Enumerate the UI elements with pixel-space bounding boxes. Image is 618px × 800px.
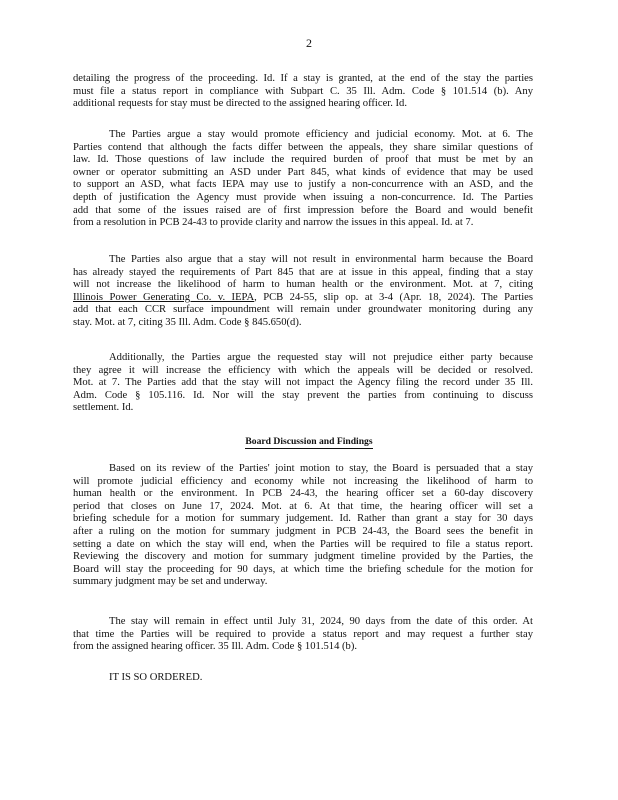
text-line: detailing the progress of the proceeding. Id. If a stay is granted, at the end of the stay the parties bbox=[73, 73, 533, 84]
text-line: Adm. Code § 105.116. Id. Nor will the stay prevent the parties from continuing to discuss bbox=[73, 389, 533, 401]
paragraph-environmental-harm bbox=[73, 254, 533, 330]
text-line: must file a status report in compliance with Subpart C. 35 Ill. Adm. Code § 101.514 (b). Any bbox=[73, 85, 533, 97]
text-line: Additionally, the Parties argue the requested stay will not prejudice either party because bbox=[109, 352, 533, 363]
text-line: period that closes on June 17, 2024. Mot. at 6. At that time, the hearing officer will set a bbox=[73, 500, 533, 512]
paragraph-no-prejudice bbox=[73, 352, 533, 415]
text-line: has already stayed the requirements of Part 845 that are at issue in this appeal, finding that a stay bbox=[73, 266, 533, 278]
text-line: to support an ASD, what facts IEPA may use to justify a non-concurrence with an ASD, and the bbox=[73, 179, 533, 191]
text-line: will promote judicial efficiency and economy while not increasing the likelihood of harm to bbox=[73, 475, 533, 487]
text-line: they agree it will increase the efficiency with which the appeals will be decided or resolved. bbox=[73, 364, 533, 376]
text-line: stay. Mot. at 7, citing 35 Ill. Adm. Code § 845.650(d). bbox=[73, 316, 302, 328]
paragraph-stay-duration bbox=[73, 616, 533, 654]
text-line: add that each CCR surface impoundment will remain under groundwater monitoring during any bbox=[73, 304, 533, 316]
paragraph-efficiency-argument bbox=[73, 129, 533, 230]
text-line: law. Id. Those questions of law include the required burden of proof that must be met by an bbox=[73, 154, 533, 166]
text-line: settlement. Id. bbox=[73, 402, 134, 414]
section-heading: Board Discussion and Findings bbox=[245, 436, 373, 447]
case-name: Illinois Power Generating Co. v. IEPA bbox=[73, 291, 255, 303]
text-line: will not increase the likelihood of harm to human health or the environment. Mot. at 7, citing bbox=[73, 279, 533, 291]
text-line: from a resolution in PCB 24-43 to provide clarity and narrow the issues in this appeal. Id. at 7. bbox=[73, 217, 474, 229]
text-line: summary judgment may be set and underway. bbox=[73, 576, 268, 588]
text-line: owner or operator submitting an ASD under Part 845, what kinds of evidence that may be used bbox=[73, 166, 533, 178]
text-line: The stay will remain in effect until July 31, 2024, 90 days from the date of this order. At bbox=[109, 616, 533, 627]
text-line: after a ruling on the motion for summary judgment in PCB 24-43, the Board sees the benefit in bbox=[73, 525, 533, 537]
text-line: additional requests for stay must be directed to the assigned hearing officer. Id. bbox=[73, 98, 407, 110]
case-citation-line: Illinois Power Generating Co. v. IEPA, PCB 24-55, slip op. at 3-4 (Apr. 18, 2024). The Parties bbox=[73, 291, 533, 303]
text-line: depth of justification the Agency must provide when issuing a non-concurrence. Id. The Parties bbox=[73, 191, 533, 203]
page-number: 2 bbox=[306, 36, 312, 50]
text-line: human health or the environment. In PCB 24-43, the hearing officer set a 60-day discovery bbox=[73, 488, 533, 500]
text-line: Parties contend that although the facts differ between the appeals, they share similar questions of bbox=[73, 141, 533, 153]
paragraph-board-findings bbox=[73, 463, 533, 589]
text-line: The Parties also argue that a stay will not result in environmental harm because the Board bbox=[109, 254, 533, 265]
text-line: Board will stay the proceeding for 90 days, at which time the briefing schedule for the motion for bbox=[73, 563, 533, 575]
text-line: that time the Parties will be required to provide a status report and may request a further stay bbox=[73, 628, 533, 640]
text-line: Based on its review of the Parties' joint motion to stay, the Board is persuaded that a stay bbox=[109, 463, 533, 474]
text-line: briefing schedule for a motion for summary judgement. Id. Rather than grant a stay for 30 days bbox=[73, 513, 533, 525]
paragraph-stay-procedure bbox=[73, 73, 533, 111]
closing-statement: IT IS SO ORDERED. bbox=[109, 672, 203, 683]
text-line: setting a date on which the stay will end, when the Parties will be required to file a status report. bbox=[73, 538, 533, 550]
text-line: add that some of the issues raised are of first impression before the Board and would benefit bbox=[73, 204, 533, 216]
text-line: Mot. at 7. The Parties add that the stay will not impact the Agency filing the record under 35 Ill. bbox=[73, 377, 533, 389]
text-line: from the assigned hearing officer. 35 Ill. Adm. Code § 101.514 (b). bbox=[73, 641, 358, 653]
text-line: The Parties argue a stay would promote efficiency and judicial economy. Mot. at 6. The bbox=[109, 129, 533, 140]
text-line: Reviewing the discovery and motion for summary judgment timeline provided by the Parties, the bbox=[73, 551, 533, 563]
